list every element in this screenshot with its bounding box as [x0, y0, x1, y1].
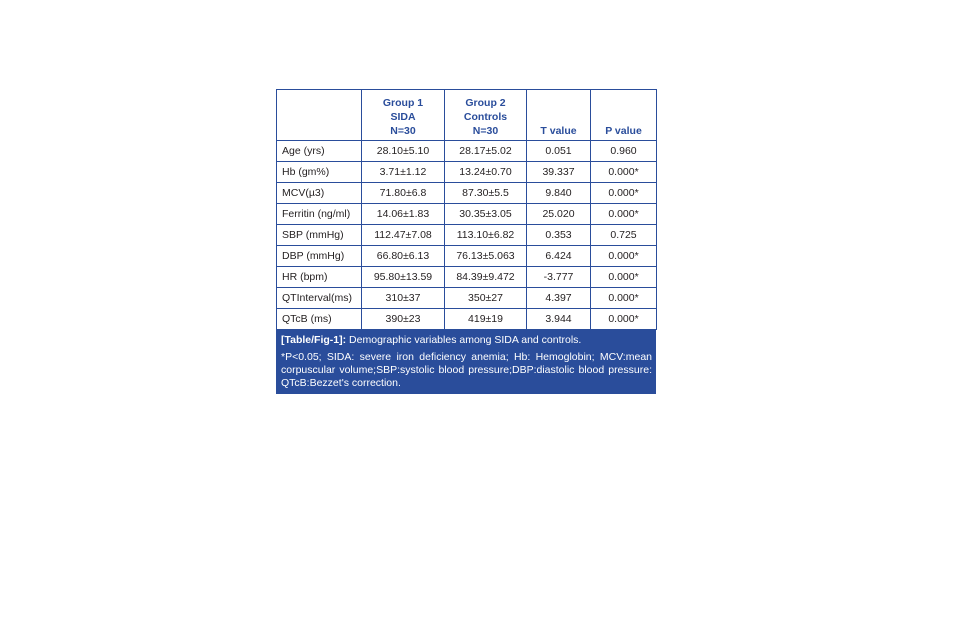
table-row: [277, 141, 657, 162]
table-cell: 0.353: [527, 225, 591, 246]
table-cell: 87.30±5.5: [445, 183, 527, 204]
row-label: QTInterval(ms): [277, 288, 362, 309]
caption-title: Demographic variables among SIDA and controls.: [346, 334, 582, 346]
header-row: [277, 90, 657, 141]
table-cell: 4.397: [527, 288, 591, 309]
header-text: N=30: [390, 125, 416, 137]
header-text: N=30: [472, 125, 499, 137]
row-label: SBP (mmHg): [277, 225, 362, 246]
caption-title-line: [281, 334, 652, 347]
header-text: Group 2: [465, 97, 506, 109]
table-cell: 28.17±5.02: [445, 141, 527, 162]
table-cell: 84.39±9.472: [445, 267, 527, 288]
table-cell: 0.000*: [591, 162, 657, 183]
header-cell-empty: [277, 90, 362, 141]
table-cell: -3.777: [527, 267, 591, 288]
table-cell: 30.35±3.05: [445, 204, 527, 225]
table-cell: 0.725: [591, 225, 657, 246]
table-row: [277, 225, 657, 246]
header-text: P value: [605, 125, 642, 137]
row-label: Age (yrs): [277, 141, 362, 162]
table-cell: 66.80±6.13: [362, 246, 445, 267]
row-label: Ferritin (ng/ml): [277, 204, 362, 225]
row-label: MCV(µ3): [277, 183, 362, 204]
table-cell: 3.71±1.12: [362, 162, 445, 183]
table-cell: 13.24±0.70: [445, 162, 527, 183]
table-cell: 14.06±1.83: [362, 204, 445, 225]
table-row: [277, 288, 657, 309]
table-cell: 112.47±7.08: [362, 225, 445, 246]
table-row: [277, 309, 657, 330]
demographic-table: [276, 89, 657, 330]
header-cell-group1: [362, 90, 445, 141]
table-cell: 9.840: [527, 183, 591, 204]
caption-footnote: *P<0.05; SIDA: severe iron deficiency anemia; Hb: Hemoglobin; MCV:mean corpuscular volume;SBP:systolic blood pressure;DBP:diastolic blood pressure: QTcB:Bezzet's correction.: [281, 351, 652, 389]
table-cell: 71.80±6.8: [362, 183, 445, 204]
table-cell: 310±37: [362, 288, 445, 309]
table-cell: 0.000*: [591, 309, 657, 330]
table-caption: [276, 330, 656, 394]
header-cell-p-value: [591, 90, 657, 141]
table-cell: 0.000*: [591, 204, 657, 225]
table-row: [277, 246, 657, 267]
table-cell: 39.337: [527, 162, 591, 183]
header-text: Group 1: [382, 97, 424, 109]
table-figure: [276, 89, 656, 394]
table-row: [277, 183, 657, 204]
row-label: Hb (gm%): [277, 162, 362, 183]
table-cell: 6.424: [527, 246, 591, 267]
row-label: QTcB (ms): [277, 309, 362, 330]
table-cell: 76.13±5.063: [445, 246, 527, 267]
table-cell: 350±27: [445, 288, 527, 309]
table-cell: 113.10±6.82: [445, 225, 527, 246]
table-row: [277, 162, 657, 183]
table-cell: 0.000*: [591, 267, 657, 288]
table-cell: 0.960: [591, 141, 657, 162]
header-text: T value: [540, 125, 577, 137]
table-cell: 28.10±5.10: [362, 141, 445, 162]
caption-label: [Table/Fig-1]:: [281, 334, 347, 346]
row-label: HR (bpm): [277, 267, 362, 288]
table-row: [277, 267, 657, 288]
header-text: SIDA: [390, 111, 416, 123]
table-cell: 25.020: [527, 204, 591, 225]
header-cell-t-value: [527, 90, 591, 141]
table-cell: 390±23: [362, 309, 445, 330]
table-cell: 0.000*: [591, 183, 657, 204]
header-text: Controls: [463, 111, 508, 123]
table-cell: 3.944: [527, 309, 591, 330]
table-cell: 95.80±13.59: [362, 267, 445, 288]
table-cell: 419±19: [445, 309, 527, 330]
table-cell: 0.000*: [591, 288, 657, 309]
table-row: [277, 204, 657, 225]
header-cell-group2: [445, 90, 527, 141]
row-label: DBP (mmHg): [277, 246, 362, 267]
table-cell: 0.051: [527, 141, 591, 162]
table-cell: 0.000*: [591, 246, 657, 267]
